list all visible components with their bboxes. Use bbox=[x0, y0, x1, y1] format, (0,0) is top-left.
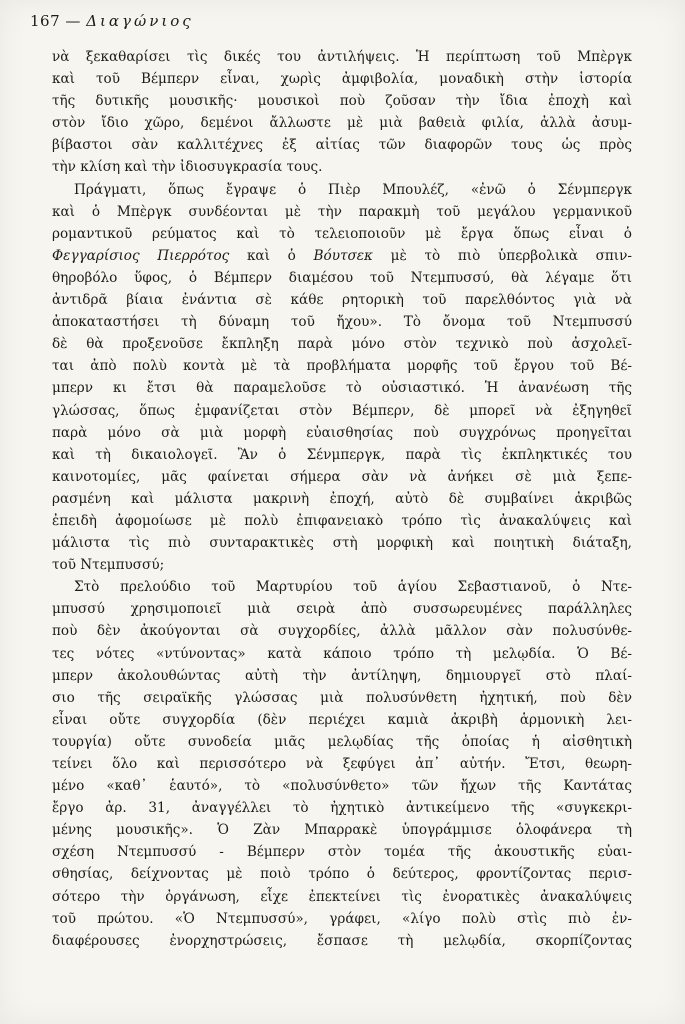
text-line: μένης μουσικῆς». Ὁ Ζὰν Μπαρρακὲ ὑπογράμμισε ὁλοφάνερα τὴ bbox=[52, 822, 632, 839]
text-line: νὰ ξεκαθαρίσει τὶς δικές του ἀντιλήψεις. Ἡ περίπτωση τοῦ Μπὲργκ bbox=[52, 49, 632, 65]
running-title: Διαγώνιος bbox=[86, 12, 194, 30]
paragraph bbox=[52, 179, 632, 577]
text-line: μπερν ἀκολουθώντας αὐτὴ τὴν ἀντίληψη, δημιουργεῖ στὸ πλαί- bbox=[52, 667, 632, 684]
text-line: Φεγγαρίσιος Πιερρότος καὶ ὁ Βόυτσεκ μὲ τὸ πιὸ ὑπερβολικὰ σπιν- bbox=[52, 247, 632, 264]
text-line: θηροβόλο ὕφος, ὁ Βέμπερν διαμέσου τοῦ Ντεμπυσσύ, θὰ λέγαμε ὅτι bbox=[52, 269, 632, 286]
header-dash: — bbox=[65, 12, 81, 30]
text-line: μπερν κι ἔτσι θὰ παραμελοῦσε τὸ οὐσιαστικό. Ἡ ἀνανέωση τῆς bbox=[52, 380, 632, 397]
text-line: στὸν ἴδιο χῶρο, δεμένοι ἄλλωστε μὲ μιὰ βαθειὰ φιλία, ἀλλὰ ἀσυμ- bbox=[52, 115, 632, 132]
work-title: Φεγγαρίσιος Πιερρότος bbox=[52, 247, 230, 264]
text-line: καὶ τὴ δικαιολογεῖ. Ἂν ὁ Σένμπεργκ, παρὰ τὶς ἐκπληκτικές του bbox=[52, 446, 632, 463]
text-line: μπυσσύ χρησιμοποιεῖ μιὰ σειρὰ ἀπὸ συσσωρευμένες παράλληλες bbox=[52, 601, 632, 618]
text-line: ρασμένη καὶ μάλιστα μακρινὴ ἐποχή, αὐτὸ δὲ συμβαίνει ἀκριβῶς bbox=[52, 490, 632, 507]
work-title: Βόυτσεκ bbox=[313, 247, 373, 264]
text-line: ἀντιδρᾶ βίαια ἐνάντια σὲ κάθε ρητορικὴ τοῦ παρελθόντος γιὰ νὰ bbox=[52, 292, 632, 309]
text-line: τοῦ πρώτου. «Ὁ Ντεμπυσσύ», γράφει, «λίγο πολὺ στὶς πιὸ ἐν- bbox=[52, 910, 632, 927]
text-line: τοῦ Ντεμπυσσύ; bbox=[52, 557, 165, 574]
paragraph bbox=[52, 46, 632, 179]
text-line: τες νότες «ντύνοντας» κατὰ κάποιο τρόπο τὴ μελῳδία. Ὁ Βέ- bbox=[52, 645, 632, 662]
text-line: ρομαντικοῦ ρεύματος καὶ τὸ τελειοποιοῦν μὲ ἔργα ὅπως εἶναι ὁ bbox=[52, 225, 632, 242]
text-line: εἶναι οὔτε συγχορδία (δὲν περιέχει καμιὰ ἀκριβὴ ἁρμονικὴ λει- bbox=[52, 711, 632, 728]
text-line: παρὰ μόνο σὰ μιὰ μορφὴ εὐαισθησίας ποὺ συγχρόνως προηγεῖται bbox=[52, 424, 632, 441]
text-line: καινοτομίες, μᾶς φαίνεται σήμερα σὰν νὰ ἀνήκει σὲ μιὰ ξεπε- bbox=[52, 468, 632, 485]
text-line: καὶ τοῦ Βέμπερν εἶναι, χωρὶς ἀμφιβολία, μοναδικὴ στὴν ἱστορία bbox=[52, 71, 632, 88]
text-line: Πράγματι, ὅπως ἔγραψε ὁ Πιὲρ Μπουλέζ, «ἐνῶ ὁ Σένμπεργκ bbox=[74, 181, 632, 198]
text-line: μένο «καθ᾽ ἑαυτό», τὸ «πολυσύνθετο» τῶν ἤχων τῆς Καντάτας bbox=[52, 778, 632, 795]
text-line: Στὸ πρελούδιο τοῦ Μαρτυρίου τοῦ ἁγίου Σεβαστιανοῦ, ὁ Ντε- bbox=[74, 579, 632, 596]
text-line: διαφέρουσες ἐνορχηστρώσεις, ἔσπασε τὴ μελῳδία, σκορπίζοντας bbox=[52, 932, 632, 949]
text-line: σότερο τὴν ὀργάνωση, εἶχε ἐπεκτείνει τὶς ἐνορατικὲς ἀνακαλύψεις bbox=[52, 888, 632, 905]
running-head bbox=[30, 12, 194, 30]
text-line: μάλιστα τὶς πιὸ συνταρακτικὲς στὴ μορφικὴ καὶ ποιητικὴ διάταξη, bbox=[52, 535, 632, 552]
text-line: τείνει ὅλο καὶ περισσότερο νὰ ξεφύγει ἀπ᾽ αὐτήν. Ἔτσι, θεωρη- bbox=[52, 756, 632, 772]
page-number: 167 bbox=[30, 12, 61, 30]
text-line: ἔργο ἀρ. 31, ἀναγγέλλει τὸ ἠχητικὸ ἀντικείμενο τῆς «συγκεκρι- bbox=[52, 800, 632, 817]
text-line: δὲ θὰ προξενοῦσε ἔκπληξη παρὰ μόνο στὸν τεχνικὸ ποὺ ἀσχολεῖ- bbox=[52, 336, 632, 353]
text-line: τὴν κλίση καὶ τὴν ἰδιοσυγκρασία τους. bbox=[52, 159, 323, 176]
body-text bbox=[52, 46, 632, 952]
text-line: καὶ ὁ Μπὲργκ συνδέονται μὲ τὴν παρακμὴ τοῦ μεγάλου γερμανικοῦ bbox=[52, 203, 632, 220]
text-line: σχέση Ντεμπυσσύ - Βέμπερν στὸν τομέα τῆς ἀκουστικῆς εὐαι- bbox=[52, 844, 632, 861]
text-line: ἀποκαταστήσει τὴ δύναμη τοῦ ἤχου». Τὸ ὄνομα τοῦ Ντεμπυσσύ bbox=[52, 314, 632, 331]
text-line: ται ἀπὸ πολὺ κοντὰ μὲ τὰ προβλήματα μορφῆς τοῦ ἔργου τοῦ Βέ- bbox=[52, 358, 632, 375]
text-line: ἐπειδὴ ἀφομοίωσε μὲ πολὺ ἐπιφανειακὸ τρόπο τὶς ἀνακαλύψεις καὶ bbox=[52, 512, 632, 529]
text-line: σθησίας, δείχνοντας μὲ ποιὸ τρόπο ὁ δεύτερος, φροντίζοντας περισ- bbox=[52, 866, 632, 883]
text-line: ποὺ δὲν ἀκούγονται σὰ συγχορδίες, ἀλλὰ μᾶλλον σὰν πολυσύνθε- bbox=[52, 623, 632, 640]
text-line: γλώσσας, ὅπως ἐμφανίζεται στὸν Βέμπερν, δὲ μπορεῖ νὰ ἐξηγηθεῖ bbox=[52, 402, 632, 419]
text-line: τῆς δυτικῆς μουσικῆς· μουσικοὶ ποὺ ζοῦσαν τὴν ἴδια ἐποχὴ καὶ bbox=[52, 93, 632, 110]
text-line: σιο τῆς σειραϊκῆς γλώσσας μιὰ πολυσύνθετη ἠχητική, ποὺ δὲν bbox=[52, 689, 632, 706]
text-line: τουργία) οὔτε συνοδεία μιᾶς μελῳδίας τῆς ὁποίας ἡ αἰσθητικὴ bbox=[52, 733, 632, 750]
text-line: βίβαστοι σὰν καλλιτέχνες ἐξ αἰτίας τῶν διαφορῶν τους ὡς πρὸς bbox=[52, 137, 632, 154]
paragraph bbox=[52, 576, 632, 952]
